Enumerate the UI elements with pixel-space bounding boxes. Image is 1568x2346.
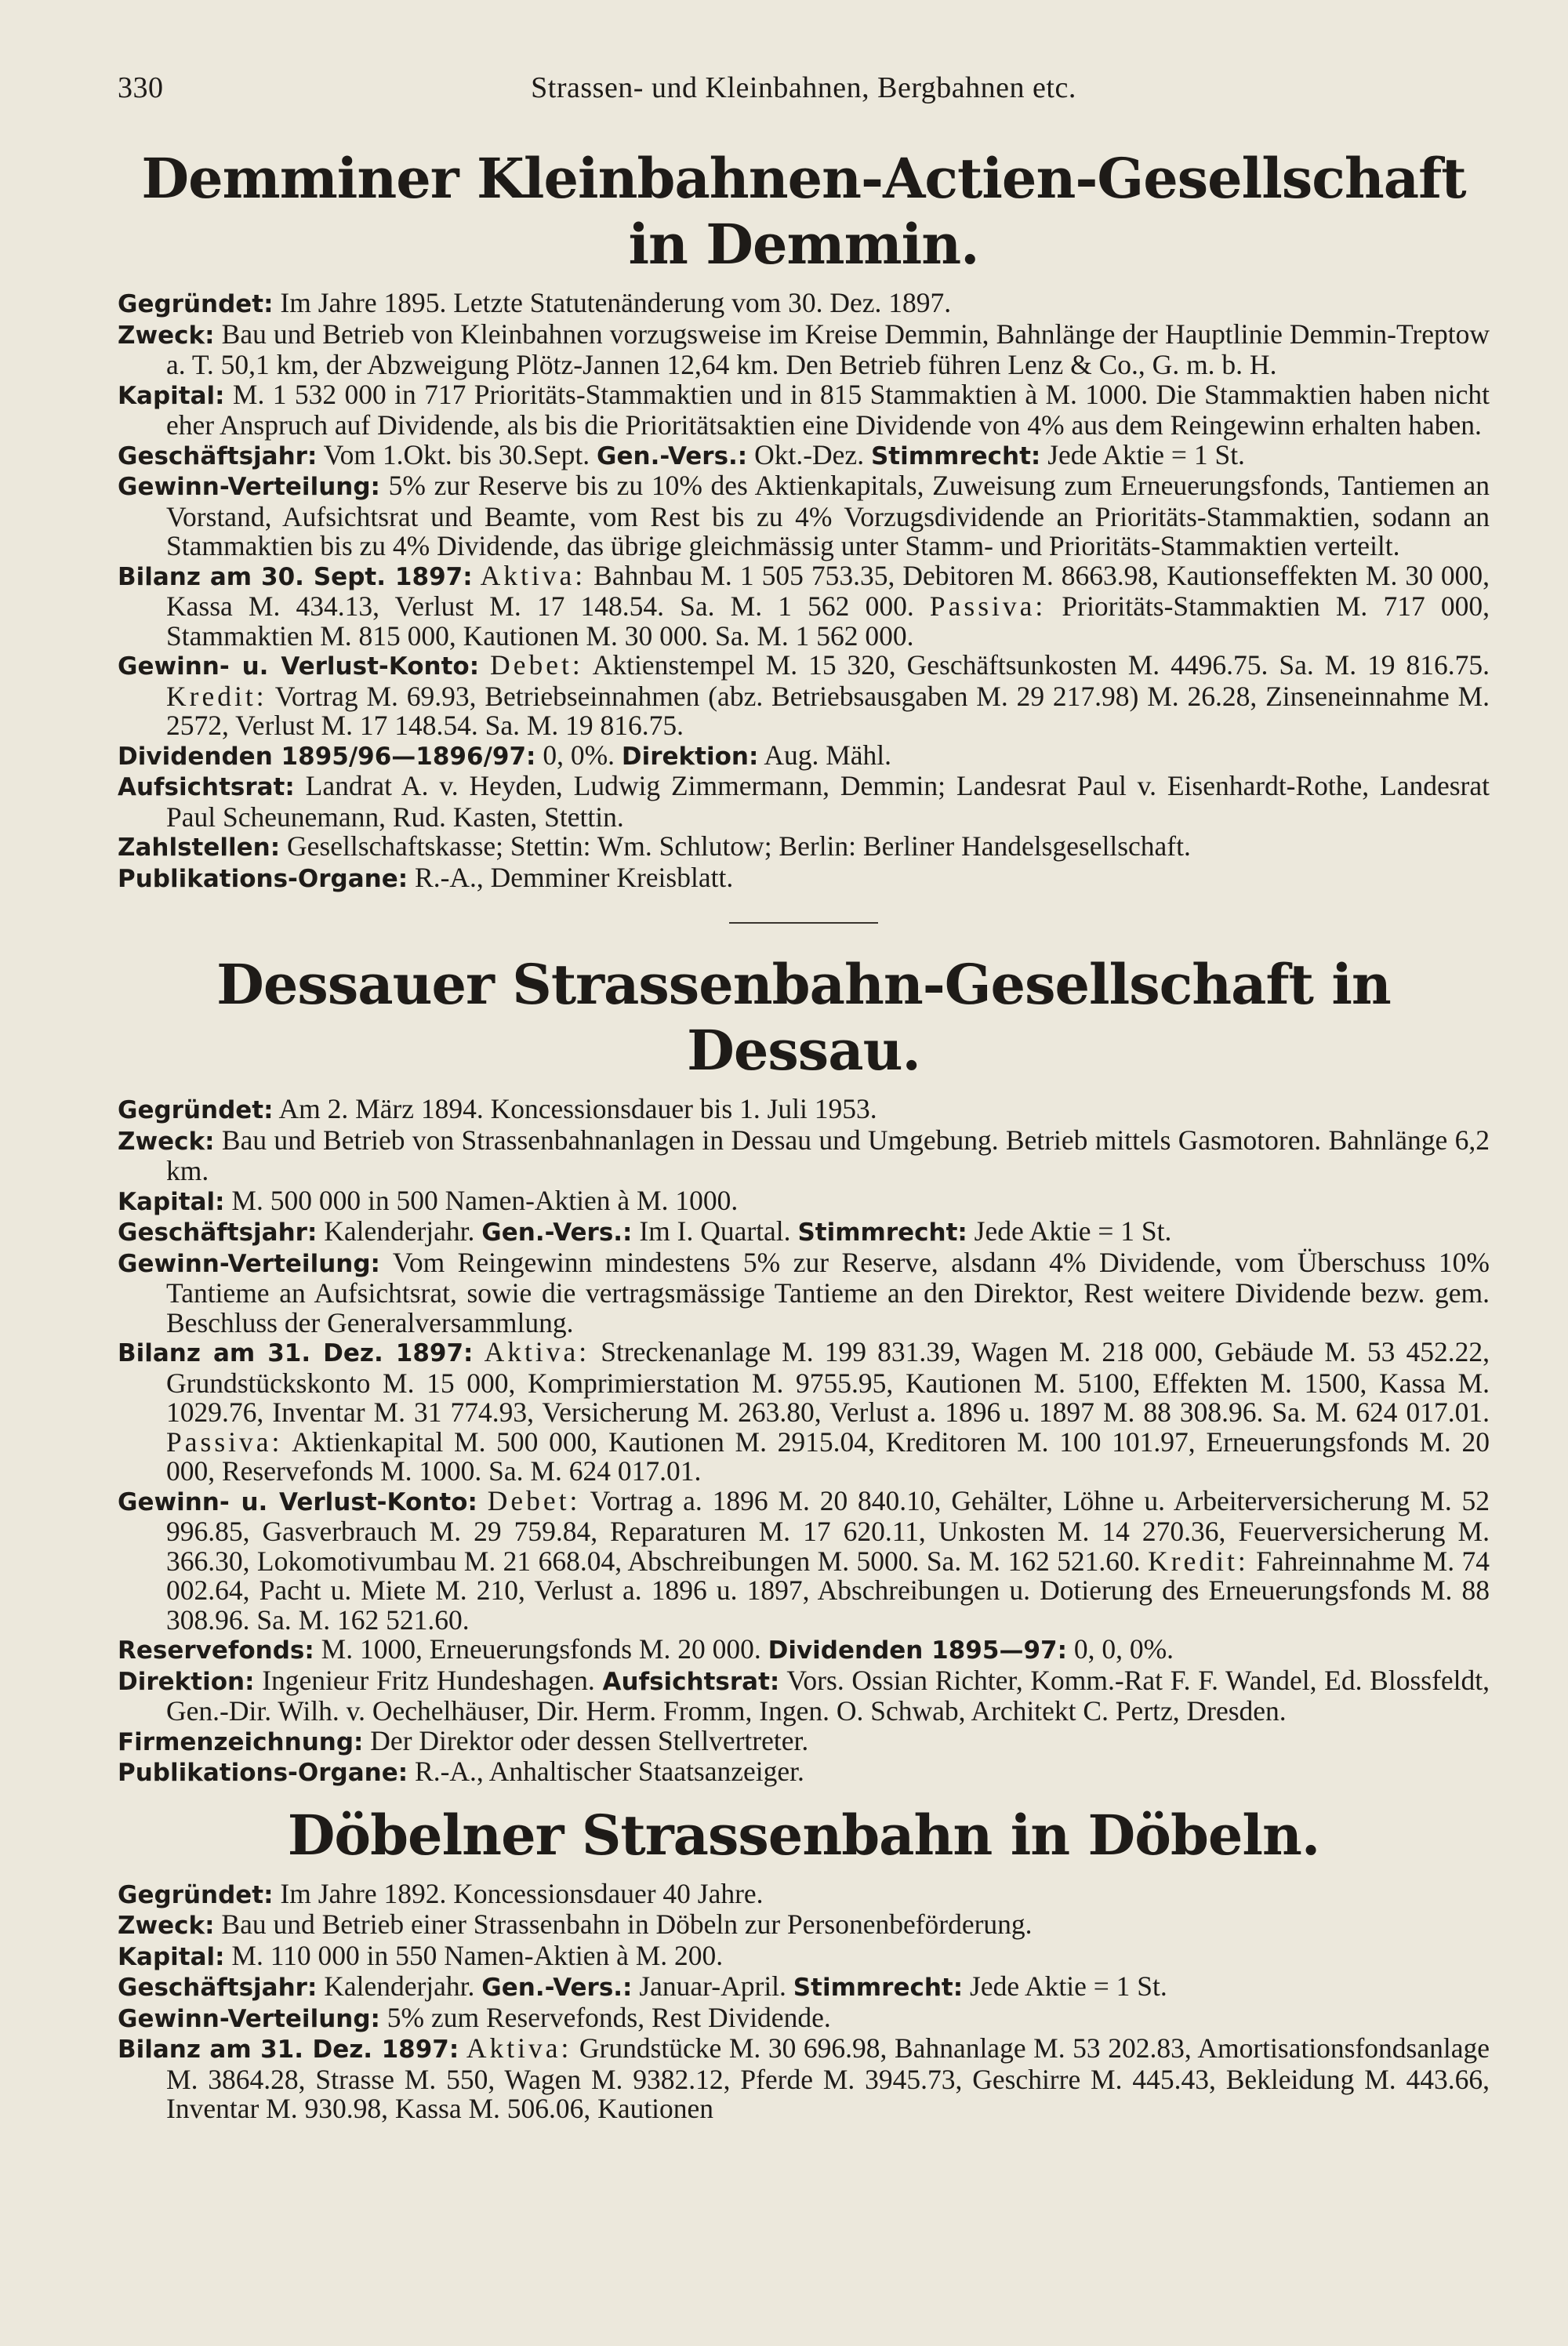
- company-entry-dessau: [118, 952, 1490, 1789]
- zweck-paragraph: Zweck: Bau und Betrieb von Kleinbahnen vorzugsweise im Kreise Demmin, Bahnlänge der Hauptlinie Demmin-Treptow a. T. 50,1 km, der Abzweigung Plötz-Jannen 12,64 km. Den Betrieb führen Lenz & Co., G. m. b. H.: [118, 318, 1490, 380]
- guv-paragraph: Gewinn- u. Verlust-Konto: Debet: Vortrag a. 1896 M. 20 840.10, Gehälter, Löhne u. Arbeiterversicherung M. 52 996.85, Gasverbrauch M. 29 759.84, Reparaturen M. 17 620.11, Unkosten M. 14 270.36, Feuerversicherung M. 366.30, Lokomotivumbau M. 21 668.04, Abschreibungen M. 5000. Sa. M. 162 521.60. Kredit: Fahreinnahme M. 74 002.64, Pacht u. Miete M. 210, Verlust a. 1896 u. 1897, Abschreibungen u. Dotierung des Erneuerungsfonds M. 88 308.96. Sa. M. 162 521.60.: [118, 1484, 1490, 1636]
- firmenzeichnung-line: Firmenzeichnung: Der Direktor oder dessen Stellvertreter.: [118, 1724, 809, 1756]
- gegruendet-line: Gegründet: Am 2. März 1894. Koncessionsdauer bis 1. Juli 1953.: [118, 1093, 877, 1124]
- publikation-line: Publikations-Organe: R.-A., Demminer Kreisblatt.: [118, 861, 734, 893]
- company-entry-doebeln: [118, 1803, 1490, 2124]
- gegruendet-line: Gegründet: Im Jahre 1892. Koncessionsdauer 40 Jahre.: [118, 1877, 764, 1909]
- kapital-line: Kapital: M. 110 000 in 550 Namen-Aktien à M. 200.: [118, 1939, 724, 1971]
- geschaeftsjahr-line: Geschäftsjahr: Kalenderjahr. Gen.-Vers.: Januar-April. Stimmrecht: Jede Aktie = 1 St.: [118, 1970, 1167, 2002]
- gewinn-verteilung-paragraph: Gewinn-Verteilung: Vom Reingewinn mindestens 5% zur Reserve, alsdann 4% Dividende, vom Überschuss 10% Tantieme an Aufsichtsrat, sowie die vertragsmässige Tantieme an den Direktor, Rest weitere Dividende bezw. gem. Beschluss der Generalversammlung.: [118, 1246, 1490, 1338]
- kapital-line: Kapital: M. 500 000 in 500 Namen-Aktien à M. 1000.: [118, 1184, 739, 1216]
- company-title: Dessauer Strassenbahn-Gesellschaft in Dessau.: [216, 952, 1391, 1083]
- company-title: Döbelner Strassenbahn in Döbeln.: [287, 1802, 1320, 1868]
- zahlstellen-line: Zahlstellen: Gesellschaftskasse; Stettin: Wm. Schlutow; Berlin: Berliner Handelsgesellschaft.: [118, 830, 1191, 862]
- page-number: 330: [118, 71, 164, 104]
- bilanz-paragraph: Bilanz am 31. Dez. 1897: Aktiva: Streckenanlage M. 199 831.39, Wagen M. 218 000, Gebäude M. 53 452.22, Grundstückskonto M. 15 000, Komprimierstation M. 9755.95, Kautionen M. 5100, Effekten M. 1500, Kassa M. 1029.76, Inventar M. 31 774.93, Versicherung M. 263.80, Verlust a. 1896 u. 1897 M. 88 308.96. Sa. M. 624 017.01. Passiva: Aktienkapital M. 500 000, Kautionen M. 2915.04, Kreditoren M. 100 101.97, Erneuerungsfonds M. 20 000, Reservefonds M. 1000. Sa. M. 624 017.01.: [118, 1336, 1490, 1487]
- running-header: [118, 71, 1490, 105]
- zweck-paragraph: Zweck: Bau und Betrieb von Strassenbahnanlagen in Dessau und Umgebung. Betrieb mittels Gasmotoren. Bahnlänge 6,2 km.: [118, 1124, 1490, 1186]
- aufsichtsrat-paragraph: Aufsichtsrat: Landrat A. v. Heyden, Ludwig Zimmermann, Demmin; Landesrat Paul v. Eisenhardt-Rothe, Landesrat Paul Scheunemann, Rud. Kasten, Stettin.: [118, 770, 1490, 833]
- spacer: [118, 1789, 1490, 1803]
- gegruendet-line: Gegründet: Im Jahre 1895. Letzte Statutenänderung vom 30. Dez. 1897.: [118, 287, 952, 318]
- bilanz-paragraph: Bilanz am 31. Dez. 1897: Aktiva: Grundstücke M. 30 696.98, Bahnanlage M. 53 202.83, Amortisationsfondsanlage M. 3864.28, Strasse M. 550, Wagen M. 9382.12, Pferde M. 3945.73, Geschirre M. 445.43, Bekleidung M. 443.66, Inventar M. 930.98, Kassa M. 506.06, Kautionen: [118, 2032, 1490, 2124]
- geschaeftsjahr-line: Geschäftsjahr: Vom 1.Okt. bis 30.Sept. Gen.-Vers.: Okt.-Dez. Stimmrecht: Jede Aktie = 1 St.: [118, 438, 1245, 470]
- reservefonds-line: Reservefonds: M. 1000, Erneuerungsfonds M. 20 000. Dividenden 1895—97: 0, 0, 0%.: [118, 1633, 1174, 1665]
- direktion-paragraph: Direktion: Ingenieur Fritz Hundeshagen. Aufsichtsrat: Vors. Ossian Richter, Komm.-Rat F. F. Wandel, Ed. Blossfeldt, Gen.-Dir. Wilh. v. Oechelhäuser, Dir. Herm. Fromm, Ingen. O. Schwab, Architekt C. Pertz, Dresden.: [118, 1664, 1490, 1727]
- bilanz-paragraph: Bilanz am 30. Sept. 1897: Aktiva: Bahnbau M. 1 505 753.35, Debitoren M. 8663.98, Kautionseffekten M. 30 000, Kassa M. 434.13, Verlust M. 17 148.54. Sa. M. 1 562 000. Passiva: Prioritäts-Stammaktien M. 717 000, Stammaktien M. 815 000, Kautionen M. 30 000. Sa. M. 1 562 000.: [118, 559, 1490, 652]
- zweck-line: Zweck: Bau und Betrieb einer Strassenbahn in Döbeln zur Personenbeförderung.: [118, 1908, 1033, 1940]
- section-divider: [729, 922, 878, 924]
- dividenden-line: Dividenden 1895/96—1896/97: 0, 0%. Direktion: Aug. Mähl.: [118, 739, 892, 771]
- gewinn-verteilung-paragraph: Gewinn-Verteilung: 5% zur Reserve bis zu 10% des Aktienkapitals, Zuweisung zum Erneuerungsfonds, Tantiemen an Vorstand, Aufsichtsrat und Beamte, vom Rest bis zu 4% Vorzugsdividende an Prioritäts-Stammaktien, sodann an Stammaktien bis zu 4% Dividende, das übrige gleichmässig unter Stamm- und Prioritäts-Stammaktien verteilt.: [118, 470, 1490, 561]
- running-title: Strassen- und Kleinbahnen, Bergbahnen etc.: [531, 71, 1076, 104]
- company-title: Demminer Kleinbahnen-Actien-Gesellschaft in Demmin.: [141, 146, 1466, 277]
- kapital-paragraph: Kapital: M. 1 532 000 in 717 Prioritäts-Stammaktien und in 815 Stammaktien à M. 1000. Die Stammaktien haben nicht eher Anspruch auf Dividende, als bis die Prioritätsaktien eine Dividende von 4% aus dem Reingewinn erhalten haben.: [118, 378, 1490, 441]
- gewinn-verteilung-line: Gewinn-Verteilung: 5% zum Reservefonds, Rest Dividende.: [118, 2001, 831, 2033]
- guv-paragraph: Gewinn- u. Verlust-Konto: Debet: Aktienstempel M. 15 320, Geschäftsunkosten M. 4496.75. Sa. M. 19 816.75. Kredit: Vortrag M. 69.93, Betriebseinnahmen (abz. Betriebsausgaben M. 29 217.98) M. 26.28, Zinseneinnahme M. 2572, Verlust M. 17 148.54. Sa. M. 19 816.75.: [118, 649, 1490, 741]
- company-entry-demmin: [118, 146, 1490, 894]
- geschaeftsjahr-line: Geschäftsjahr: Kalenderjahr. Gen.-Vers.: Im I. Quartal. Stimmrecht: Jede Aktie = 1 St.: [118, 1215, 1172, 1247]
- publikation-line: Publikations-Organe: R.-A., Anhaltischer Staatsanzeiger.: [118, 1756, 804, 1787]
